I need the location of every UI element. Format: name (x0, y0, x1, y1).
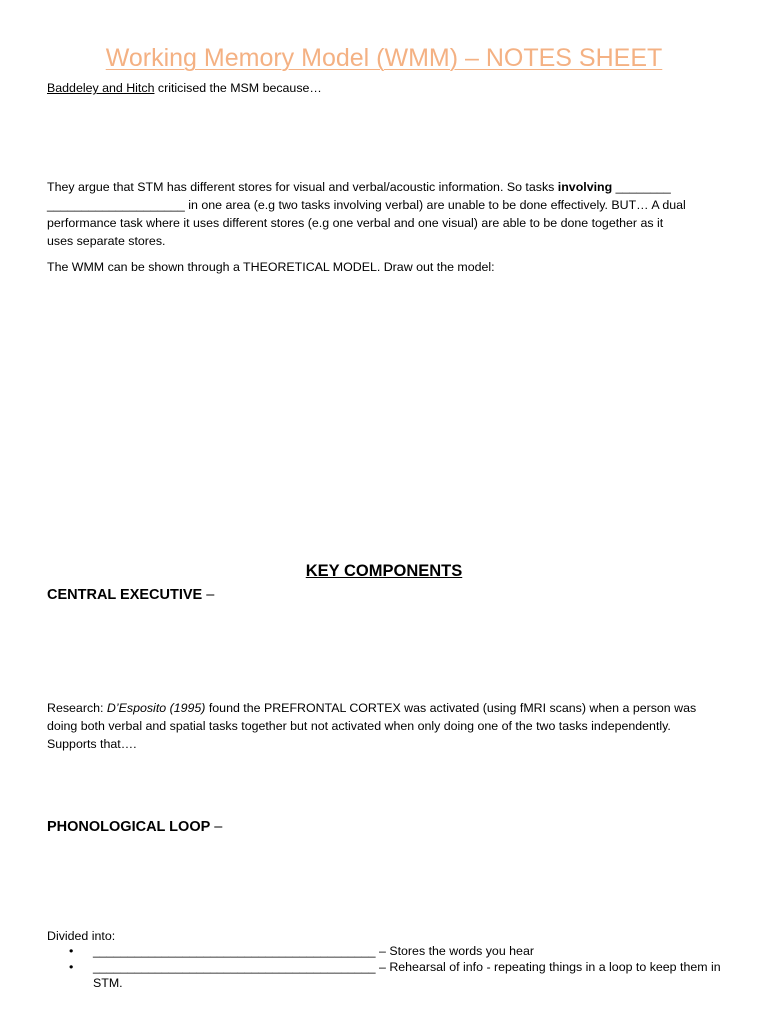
argue-line-4: uses separate stores. (47, 234, 166, 248)
argue-line-2: ____________________ in one area (e.g two tasks involving verbal) are unable to be done effectively. BUT… A dual (47, 198, 686, 212)
argue-line-3: performance task where it uses different stores (e.g one verbal and one visual) are able to be done together as it (47, 216, 664, 230)
list-item (47, 959, 747, 991)
argue-blank-1: ________ (612, 180, 671, 194)
involving-bold: involving (557, 180, 613, 194)
central-executive-dash: – (202, 587, 215, 603)
intro-rest-text: criticised the MSM because… (154, 81, 322, 95)
research-paragraph (47, 699, 717, 753)
research-line-1-rest: found the PREFRONTAL CORTEX was activated (using fMRI scans) when a person was (205, 701, 697, 715)
list-item-text: – Rehearsal of info - repeating things in a loop to keep them in STM. (93, 960, 721, 990)
central-executive-label: CENTRAL EXECUTIVE (47, 587, 203, 603)
list-item-blank: _________________________________________ (93, 944, 376, 958)
bullet-icon: • (69, 944, 74, 958)
page-title: Working Memory Model (WMM) – NOTES SHEET (105, 44, 663, 72)
phonological-loop-dash: – (210, 819, 223, 835)
phonological-loop-label: PHONOLOGICAL LOOP (47, 819, 211, 835)
divided-list (47, 943, 747, 991)
research-line-3: Supports that…. (47, 737, 137, 751)
argue-line-1-text: They argue that STM has different stores for visual and verbal/acoustic information. So tasks (47, 180, 558, 194)
research-prefix: Research: (47, 701, 107, 715)
central-executive-heading (47, 587, 214, 603)
list-item (47, 943, 747, 959)
list-item-blank: _________________________________________ (93, 960, 376, 974)
argue-paragraph (47, 178, 717, 250)
argue-line-1 (47, 178, 717, 196)
key-components-heading: KEY COMPONENTS (305, 562, 463, 580)
research-citation: D’Esposito (1995) (106, 701, 206, 715)
model-prompt: The WMM can be shown through a THEORETICAL MODEL. Draw out the model: (47, 260, 495, 274)
intro-paragraph (47, 79, 717, 97)
research-line-2: doing both verbal and spatial tasks together but not activated when only doing one of the two tasks independently. (47, 719, 671, 733)
list-item-text: – Stores the words you hear (375, 944, 534, 958)
phonological-loop-heading (47, 819, 222, 835)
divided-heading: Divided into: (47, 929, 116, 943)
research-line-1 (47, 699, 717, 717)
bullet-icon: • (69, 960, 74, 974)
authors-text: Baddeley and Hitch (47, 81, 155, 95)
